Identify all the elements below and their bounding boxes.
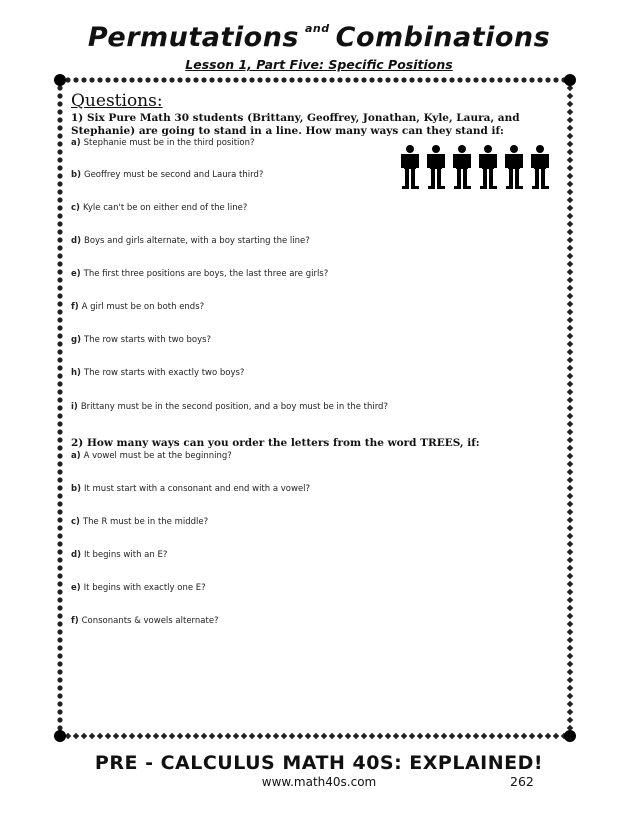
lesson-subtitle: Lesson 1, Part Five: Specific Positions	[185, 57, 453, 72]
question-1-item	[71, 138, 255, 148]
question-2-item-letter: b)	[71, 484, 81, 494]
question-2-item-letter: c)	[71, 517, 80, 527]
question-2-item-text: It begins with exactly one E?	[83, 583, 206, 593]
footer-url: www.math40s.com	[261, 775, 377, 789]
question-1-item	[71, 368, 244, 378]
question-1-item-letter: a)	[71, 138, 81, 148]
question-2-item-text: It begins with an E?	[83, 550, 168, 560]
title-and: and	[305, 22, 330, 35]
person-icon	[427, 145, 445, 189]
person-icon	[531, 145, 549, 189]
question-2-item-letter: d)	[71, 550, 81, 560]
question-1-intro	[71, 112, 581, 137]
question-1-item-letter: b)	[71, 170, 81, 180]
question-1-item-text: A girl must be on both ends?	[81, 302, 205, 312]
question-2-intro	[71, 437, 581, 450]
question-1-item-text: Boys and girls alternate, with a boy starting the line?	[83, 236, 310, 246]
question-1-item	[71, 402, 388, 412]
title-combinations: Combinations	[335, 22, 551, 53]
question-1-item-letter: d)	[71, 236, 81, 246]
question-1-item-text: The first three positions are boys, the last three are girls?	[83, 269, 329, 279]
question-2-item	[71, 517, 208, 527]
page-number: 262	[510, 774, 534, 789]
question-1-item-text: Geoffrey must be second and Laura third?	[83, 170, 264, 180]
question-2-item	[71, 451, 232, 461]
question-2-item	[71, 484, 310, 494]
question-1-item-text: The row starts with exactly two boys?	[83, 368, 245, 378]
person-icon	[505, 145, 523, 189]
question-1-number: 1)	[71, 112, 84, 124]
question-2-item-letter: a)	[71, 451, 81, 461]
question-2-item-letter: e)	[71, 583, 81, 593]
question-2-item-text: Consonants & vowels alternate?	[81, 616, 219, 626]
question-2-item-text: A vowel must be at the beginning?	[83, 451, 232, 461]
question-1-item	[71, 302, 204, 312]
questions-heading: Questions:	[71, 91, 163, 111]
question-2-number: 2)	[71, 437, 84, 449]
question-1-text: Six Pure Math 30 students (Brittany, Geoffrey, Jonathan, Kyle, Laura, and Stephanie) are going to stand in a line. How many ways can they stand if:	[71, 112, 520, 137]
standing-person-icon	[399, 145, 555, 191]
footer-book-title: PRE - CALCULUS MATH 40S: EXPLAINED!	[94, 752, 544, 774]
title-permutations: Permutations	[87, 22, 299, 53]
question-2-item-text: It must start with a consonant and end with a vowel?	[83, 484, 311, 494]
person-icon	[479, 145, 497, 189]
person-icon	[453, 145, 471, 189]
question-1-item-letter: e)	[71, 269, 81, 279]
question-2-text: How many ways can you order the letters from the word TREES, if:	[86, 437, 480, 449]
question-1-item	[71, 170, 263, 180]
question-1-item	[71, 335, 211, 345]
question-1-item-text: Kyle can't be on either end of the line?	[82, 203, 248, 213]
question-1-item-letter: h)	[71, 368, 81, 378]
question-2-item	[71, 583, 206, 593]
question-1-item-letter: g)	[71, 335, 81, 345]
question-1-item	[71, 203, 247, 213]
question-1-item-letter: c)	[71, 203, 80, 213]
question-1-item	[71, 236, 310, 246]
question-1-item-letter: f)	[71, 302, 79, 312]
question-1-item-text: Stephanie must be in the third position?	[83, 138, 255, 148]
question-2-item	[71, 616, 219, 626]
question-1-item	[71, 269, 328, 279]
six-people-illustration	[399, 145, 555, 191]
question-2-item-text: The R must be in the middle?	[82, 517, 209, 527]
question-1-item-text: The row starts with two boys?	[83, 335, 212, 345]
page-title	[0, 22, 638, 53]
question-2-item-letter: f)	[71, 616, 79, 626]
question-2-item	[71, 550, 167, 560]
person-icon	[401, 145, 419, 189]
question-1-item-letter: i)	[71, 402, 78, 412]
question-1-item-text: Brittany must be in the second position, and a boy must be in the third?	[80, 402, 388, 412]
